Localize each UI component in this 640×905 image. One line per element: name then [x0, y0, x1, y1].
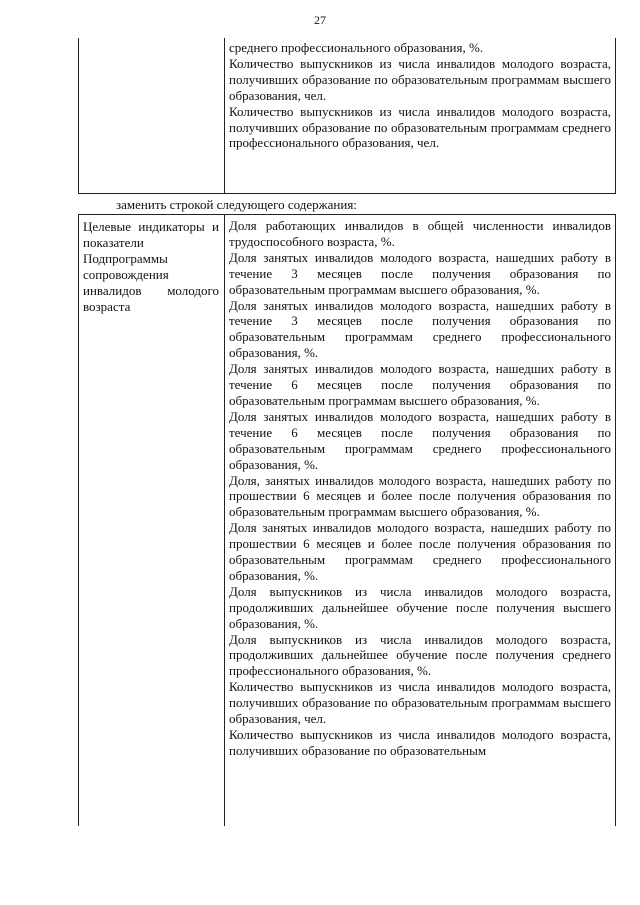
replace-instruction: заменить строкой следующего содержания:: [116, 197, 357, 212]
column-divider: [224, 215, 225, 826]
bottom-table-left-cell: Целевые индикаторы и показатели Подпрограммы сопровождения инвалидов молодого возраста: [83, 219, 219, 314]
column-divider: [224, 38, 225, 193]
top-paragraph: среднего профессионального образования, %.: [229, 40, 484, 55]
indicator-paragraph: Доля выпускников из числа инвалидов молодого возраста, продолживших дальнейшее обучение после получения среднего профессионального образования, %.: [229, 631, 611, 679]
indicator-paragraph: Доля выпускников из числа инвалидов молодого возраста, продолживших дальнейшее обучение после получения высшего образования, %.: [229, 583, 611, 631]
top-table: [78, 38, 616, 194]
indicator-paragraph: Количество выпускников из числа инвалидов молодого возраста, получивших образование по образовательным программам высшего образования, чел.: [229, 679, 611, 727]
top-paragraph: Количество выпускников из числа инвалидов молодого возраста, получивших образование по образовательным программам высшего образования, чел.: [229, 55, 611, 103]
indicator-paragraph: Доля занятых инвалидов молодого возраста, нашедших работу в течение 3 месяцев после получения образования по образовательным программам среднего профессионального образования, %.: [229, 297, 611, 361]
indicator-paragraph: Доля, занятых инвалидов молодого возраста, нашедших работу по прошествии 6 месяцев и более после получения образования по образовательным программам высшего образования, %.: [229, 472, 611, 520]
page-number: 27: [314, 13, 326, 27]
bottom-table: [78, 214, 616, 826]
top-table-right-cell: [229, 40, 611, 151]
indicator-paragraph: Доля занятых инвалидов молодого возраста, нашедших работу в течение 3 месяцев после получения образования по образовательным программам высшего образования, %.: [229, 249, 611, 297]
indicator-paragraph: Доля занятых инвалидов молодого возраста, нашедших работу по прошествии 6 месяцев и более после получения образования по образовательным программам среднего профессионального образования, %.: [229, 520, 611, 583]
indicator-paragraph: Количество выпускников из числа инвалидов молодого возраста, получивших образование по образовательным: [229, 727, 611, 758]
indicator-paragraph: Доля занятых инвалидов молодого возраста, нашедших работу в течение 6 месяцев после получения образования по образовательным программам высшего образования, %.: [229, 361, 611, 408]
bottom-table-right-cell: [229, 218, 611, 759]
indicator-paragraph: Доля занятых инвалидов молодого возраста, нашедших работу в течение 6 месяцев после получения образования по образовательным программам среднего профессионального образования, %.: [229, 408, 611, 472]
top-paragraph: Количество выпускников из числа инвалидов молодого возраста, получивших образование по образовательным программам среднего профессионального образования, чел.: [229, 103, 611, 151]
indicator-paragraph: Доля работающих инвалидов в общей численности инвалидов трудоспособного возраста, %.: [229, 218, 611, 249]
